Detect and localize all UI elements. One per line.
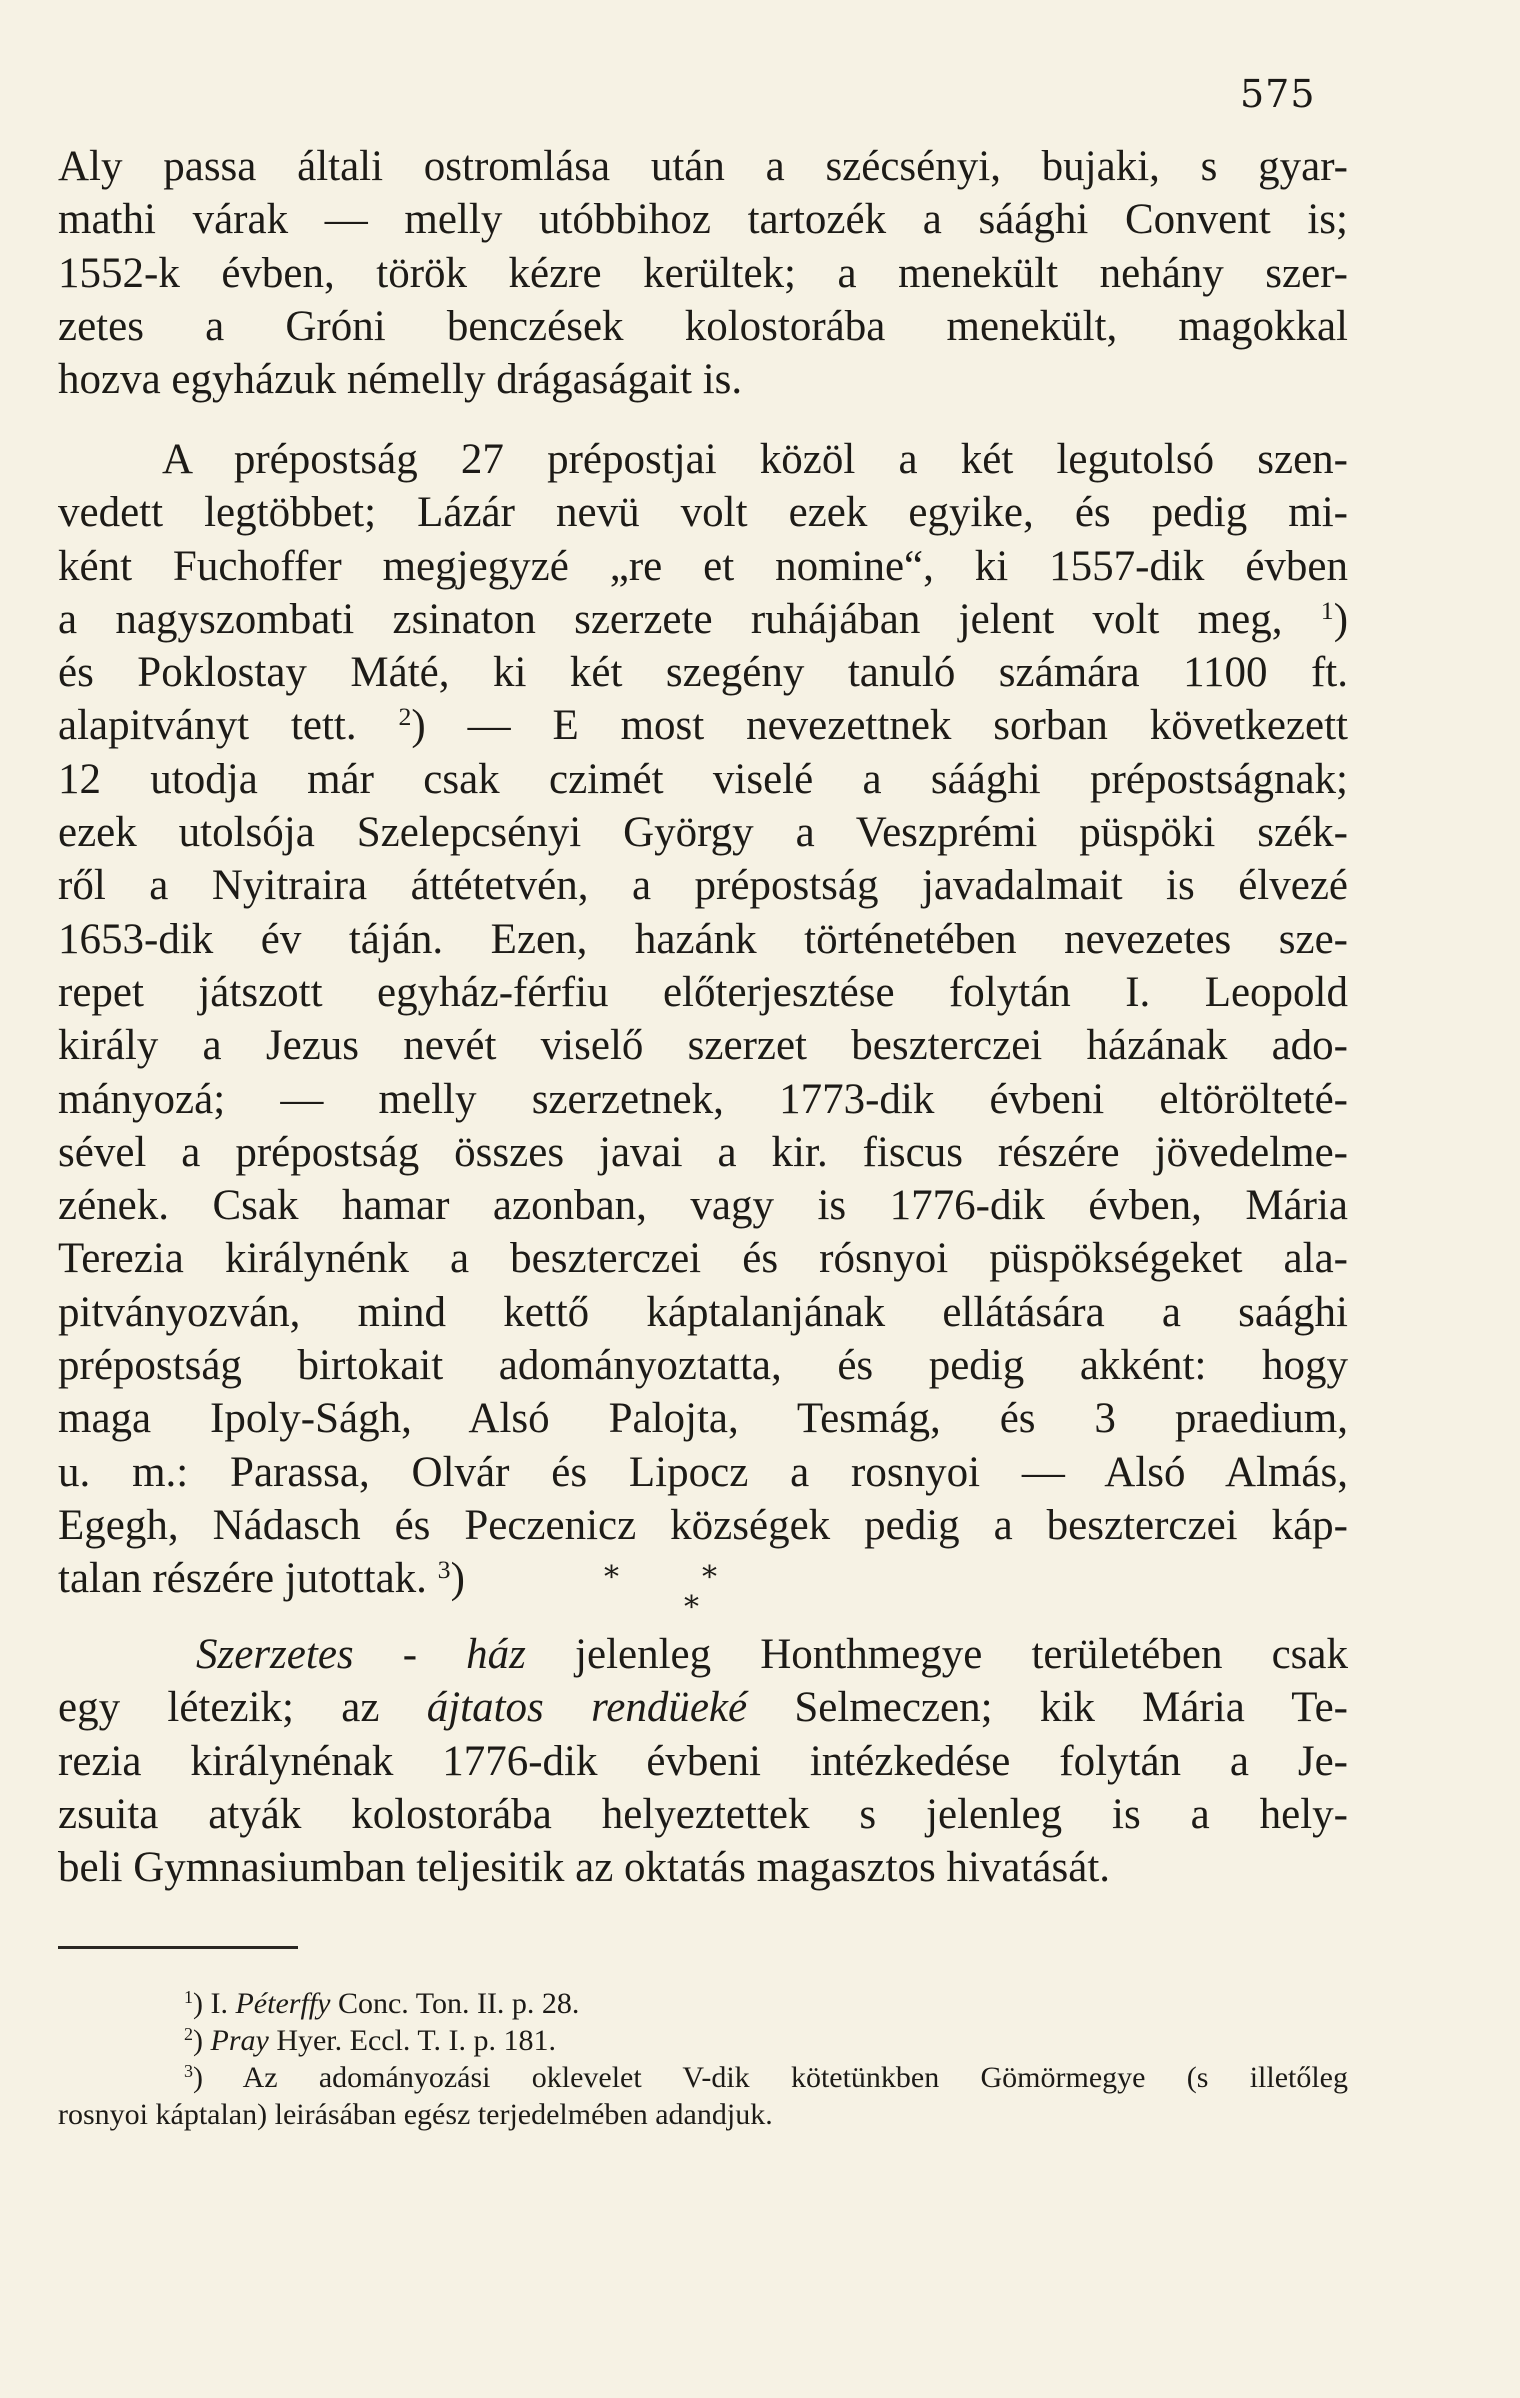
paragraph-2-line: alapitványt tett. $^2$) — E most nevezettnek sorban következett [58,702,1348,750]
paragraph-2-line-text: a nagyszombati zsinaton szerzete ruhájában jelent volt meg, [58,595,1283,643]
paragraph-2-line: talan részére jutottak. $^3$) [58,1555,465,1603]
footnote-2 [58,2022,1348,2059]
paragraph-3-line [58,1628,1348,1681]
paragraph-2-line: vedett legtöbbet; Lázár nevü volt ezek egyike, és pedig mi- [58,489,1348,537]
star-right: * [702,1560,717,1595]
paragraph-3-line [58,1681,1348,1734]
paragraph-2-line: sével a prépostság összes javai a kir. fiscus részére jövedelme- [58,1128,1348,1176]
paragraph-2-line: Terezia királynénk a beszterczei és rósnyoi püspökségeket ala- [58,1235,1348,1283]
footnote-mark: 3 [184,2061,193,2082]
paragraph-1-line: Aly passa általi ostromlása után a szécsényi, bujaki, s gyar- [58,143,1348,190]
paragraph-2-line-text: talan részére jutottak. [58,1555,427,1603]
footnote-mark: 2 [184,2024,193,2045]
paragraph-2-line: prépostság birtokait adományoztatta, és pedig akként: hogy [58,1342,1348,1390]
paragraph-2-line: ezek utolsója Szelepcsényi György a Veszprémi püspöki szék- [58,809,1348,857]
paragraph-3 [58,1628,1348,1894]
paragraph-3-lead-rest: jelenleg Honthmegye területében csak [525,1631,1348,1678]
footnote-text: Hyer. Eccl. T. I. p. 181. [268,2024,556,2057]
paragraph-2-line: és Poklostay Máté, ki két szegény tanuló számára 1100 ft. [58,649,1348,697]
paragraph-2-line: u. m.: Parassa, Olvár és Lipocz a rosnyoi — Alsó Almás, [58,1448,1348,1496]
paragraph-1 [58,140,1348,406]
paragraph-3-line: rezia királynénak 1776-dik évbeni intézkedése folytán a Je- [58,1737,1348,1785]
footnote-1 [58,1985,1348,2022]
star-left: * [604,1560,619,1595]
paragraph-2-line: király a Jezus nevét viselő szerzet beszterczei házának ado- [58,1022,1348,1070]
paragraph-1-line: mathi várak — melly utóbbihoz tartozék a sáághi Convent is; [58,196,1348,244]
footnote-text: Conc. Ton. II. p. 28. [330,1987,580,2020]
footnote-ref-2[interactable]: 2 [398,702,412,732]
paragraph-3-lead-italic: Szerzetes - ház [196,1631,526,1678]
paragraph-1-line: hozva egyházuk némelly drágaságait is. [58,356,743,404]
footnote-mark: 1 [184,1987,193,2008]
paragraph-1-line: 1552-k évben, török kézre kerültek; a menekült nehány szer- [58,249,1348,297]
footnote-text: ) [193,2024,211,2057]
paragraph-2-line: mányozá; — melly szerzetnek, 1773-dik évbeni eltörölteté- [58,1075,1348,1123]
paragraph-2-line: A prépostság 27 prépostjai közöl a két legutolsó szen- [162,436,1348,483]
paragraph-2-line: ről a Nyitraira áttétetvén, a prépostság javadalmait is élvezé [58,862,1348,910]
paragraph-2-line: Egegh, Nádasch és Peczenicz községek pedig a beszterczei káp- [58,1501,1348,1549]
paragraph-2-line-text: — E most nevezettnek sorban következett [467,702,1348,750]
footnote-author: Péterffy [235,1987,331,2020]
paragraph-2-line: a nagyszombati zsinaton szerzete ruhájában jelent volt meg, $^1$) [58,595,1349,643]
footnote-author: Pray [210,2024,269,2057]
footnote-ref-1[interactable]: 1 [1320,595,1334,625]
footnote-3-continuation: rosnyoi káptalan) leirásában egész terjedelmében adandjuk. [58,2098,773,2131]
paragraph-2-line: repet játszott egyház-férfiu előterjesztése folytán I. Leopold [58,968,1348,1016]
page-number: 575 [1240,72,1316,116]
footnote-text: ) I. [193,1987,236,2020]
footnote-ref-3[interactable]: 3 [437,1555,451,1585]
footnote-separator [58,1946,298,1949]
footnote-text: ) Az adományozási oklevelet V-dik kötetünkben Gömörmegye (s illetőleg [193,2061,1348,2094]
paragraph-2 [58,433,1348,1606]
star-bottom: * [684,1590,699,1625]
paragraph-3-line: zsuita atyák kolostorába helyeztettek s jelenleg is a hely- [58,1790,1348,1838]
paragraph-2-line: 12 utodja már csak czimét viselé a sáághi prépostságnak; [58,755,1348,803]
paragraph-3-line: beli Gymnasiumban teljesitik az oktatás magasztos hivatását. [58,1844,1111,1892]
paragraph-2-line: ként Fuchoffer megjegyzé „re et nomine“, ki 1557-dik évben [58,542,1348,590]
paragraph-2-line: maga Ipoly-Ságh, Alsó Palojta, Tesmág, és 3 praedium, [58,1395,1348,1443]
paragraph-2-line-text: alapitványt tett. [58,702,357,750]
paragraph-3-text: Selmeczen; kik Mária Te- [747,1684,1348,1732]
paragraph-2-line: zének. Csak hamar azonban, vagy is 1776-dik évben, Mária [58,1182,1348,1230]
paragraph-2-line: pitványozván, mind kettő káptalanjának ellátására a saághi [58,1288,1348,1336]
paragraph-2-line: 1653-dik év táján. Ezen, hazánk történetében nevezetes sze- [58,915,1348,963]
paragraph-3-text: egy létezik; az [58,1684,427,1732]
paragraph-3-italic: ájtatos rendüeké [426,1684,748,1732]
footnote-3 [58,2059,1348,2096]
footnotes [58,1985,1348,2133]
paragraph-1-line: zetes a Gróni benczések kolostorába menekült, magokkal [58,302,1348,350]
